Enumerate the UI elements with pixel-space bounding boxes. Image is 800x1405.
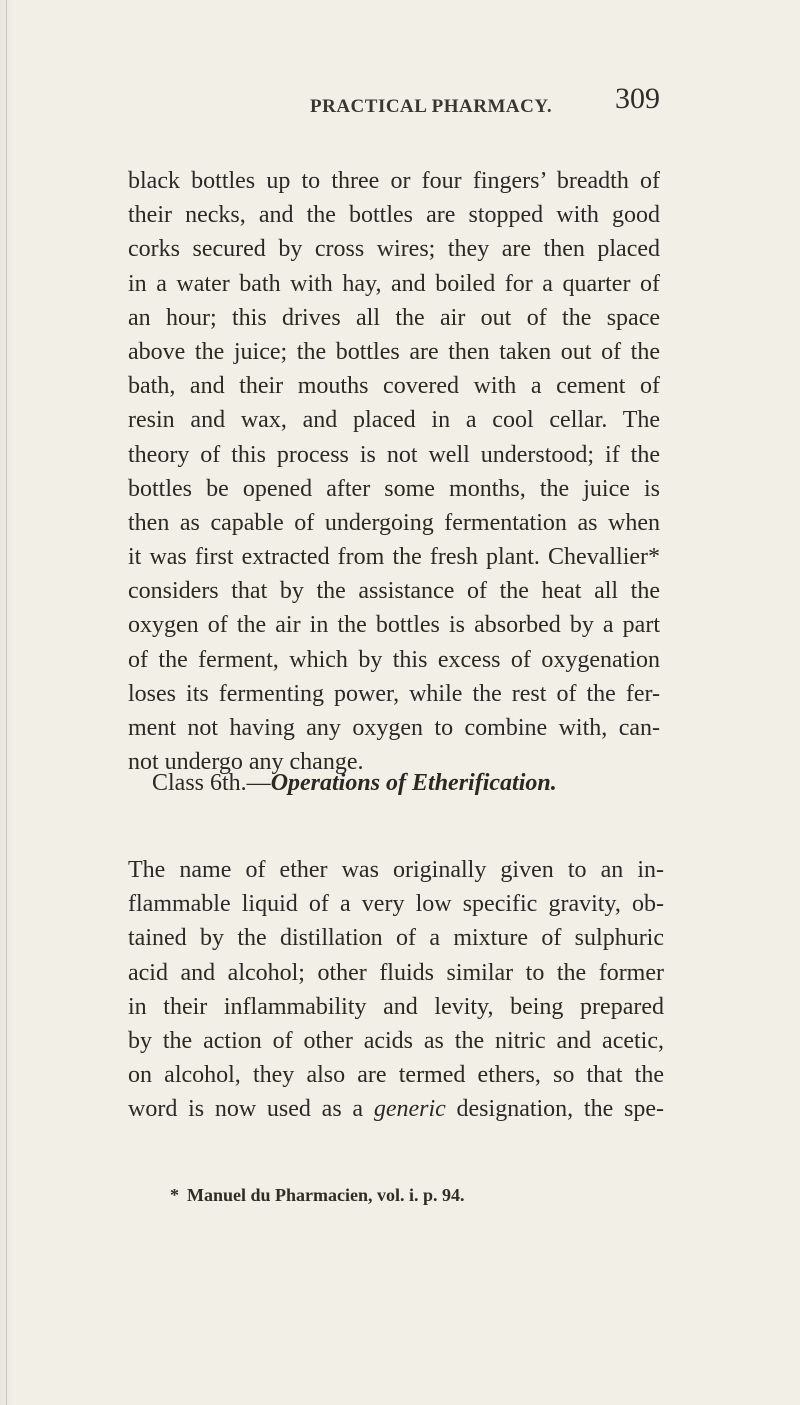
running-head [310, 82, 660, 122]
page-gutter-edge [6, 0, 7, 1405]
footnote-marker: * [170, 1185, 179, 1205]
text-line: theory of this process is not well understood; if the [128, 441, 660, 468]
text-line: bottles be opened after some months, the juice is [128, 475, 660, 502]
text-line: it was first extracted from the fresh plant. Chevallier* [128, 544, 660, 571]
page-number: 309 [615, 82, 660, 115]
text-line: word is now used as a generic designation, the spe- [128, 1096, 664, 1123]
footnote [170, 1185, 465, 1206]
text-line: an hour; this drives all the air out of the space [128, 304, 660, 331]
section-heading-title: Operations of Etherification. [270, 770, 557, 796]
text-line: not undergo any change. [128, 749, 364, 776]
text-line: tained by the distillation of a mixture of sulphuric [128, 925, 664, 952]
text-line: black bottles up to three or four fingers’ breadth of [128, 168, 660, 194]
text-line: their necks, and the bottles are stopped with good [128, 202, 660, 229]
text-line: on alcohol, they also are termed ethers, so that the [128, 1062, 664, 1089]
section-heading-prefix: Class 6th.— [152, 770, 271, 796]
text-line: loses its fermenting power, while the rest of the fer- [128, 680, 660, 707]
emphasis-generic: generic [373, 1096, 446, 1123]
text-line: The name of ether was originally given to an in- [128, 857, 664, 883]
paragraph-ether [128, 853, 664, 1127]
text-line: in their inflammability and levity, being prepared [128, 993, 664, 1020]
text-line: acid and alcohol; other fluids similar to the former [128, 959, 664, 986]
text-line: ment not having any oxygen to combine with, can- [128, 715, 660, 741]
text-line: bath, and their mouths covered with a cement of [128, 373, 660, 400]
running-title: PRACTICAL PHARMACY. [310, 96, 553, 117]
text-line: of the ferment, which by this excess of oxygenation [128, 646, 660, 673]
text-line: considers that by the assistance of the heat all the [128, 578, 660, 605]
text-line: then as capable of undergoing fermentation as when [128, 509, 660, 536]
text-line: oxygen of the air in the bottles is absorbed by a part [128, 612, 660, 639]
text-line: by the action of other acids as the nitric and acetic, [128, 1027, 664, 1054]
paragraph-continued [128, 164, 660, 779]
text-line: corks secured by cross wires; they are then placed [128, 236, 660, 263]
text-line: resin and wax, and placed in a cool cellar. The [128, 407, 660, 434]
text-line: above the juice; the bottles are then taken out of the [128, 338, 660, 365]
section-heading [152, 770, 672, 810]
footnote-text: Manuel du Pharmacien, vol. i. p. 94. [187, 1185, 465, 1205]
text-line: flammable liquid of a very low specific gravity, ob- [128, 891, 664, 918]
text-line: in a water bath with hay, and boiled for a quarter of [128, 270, 660, 297]
